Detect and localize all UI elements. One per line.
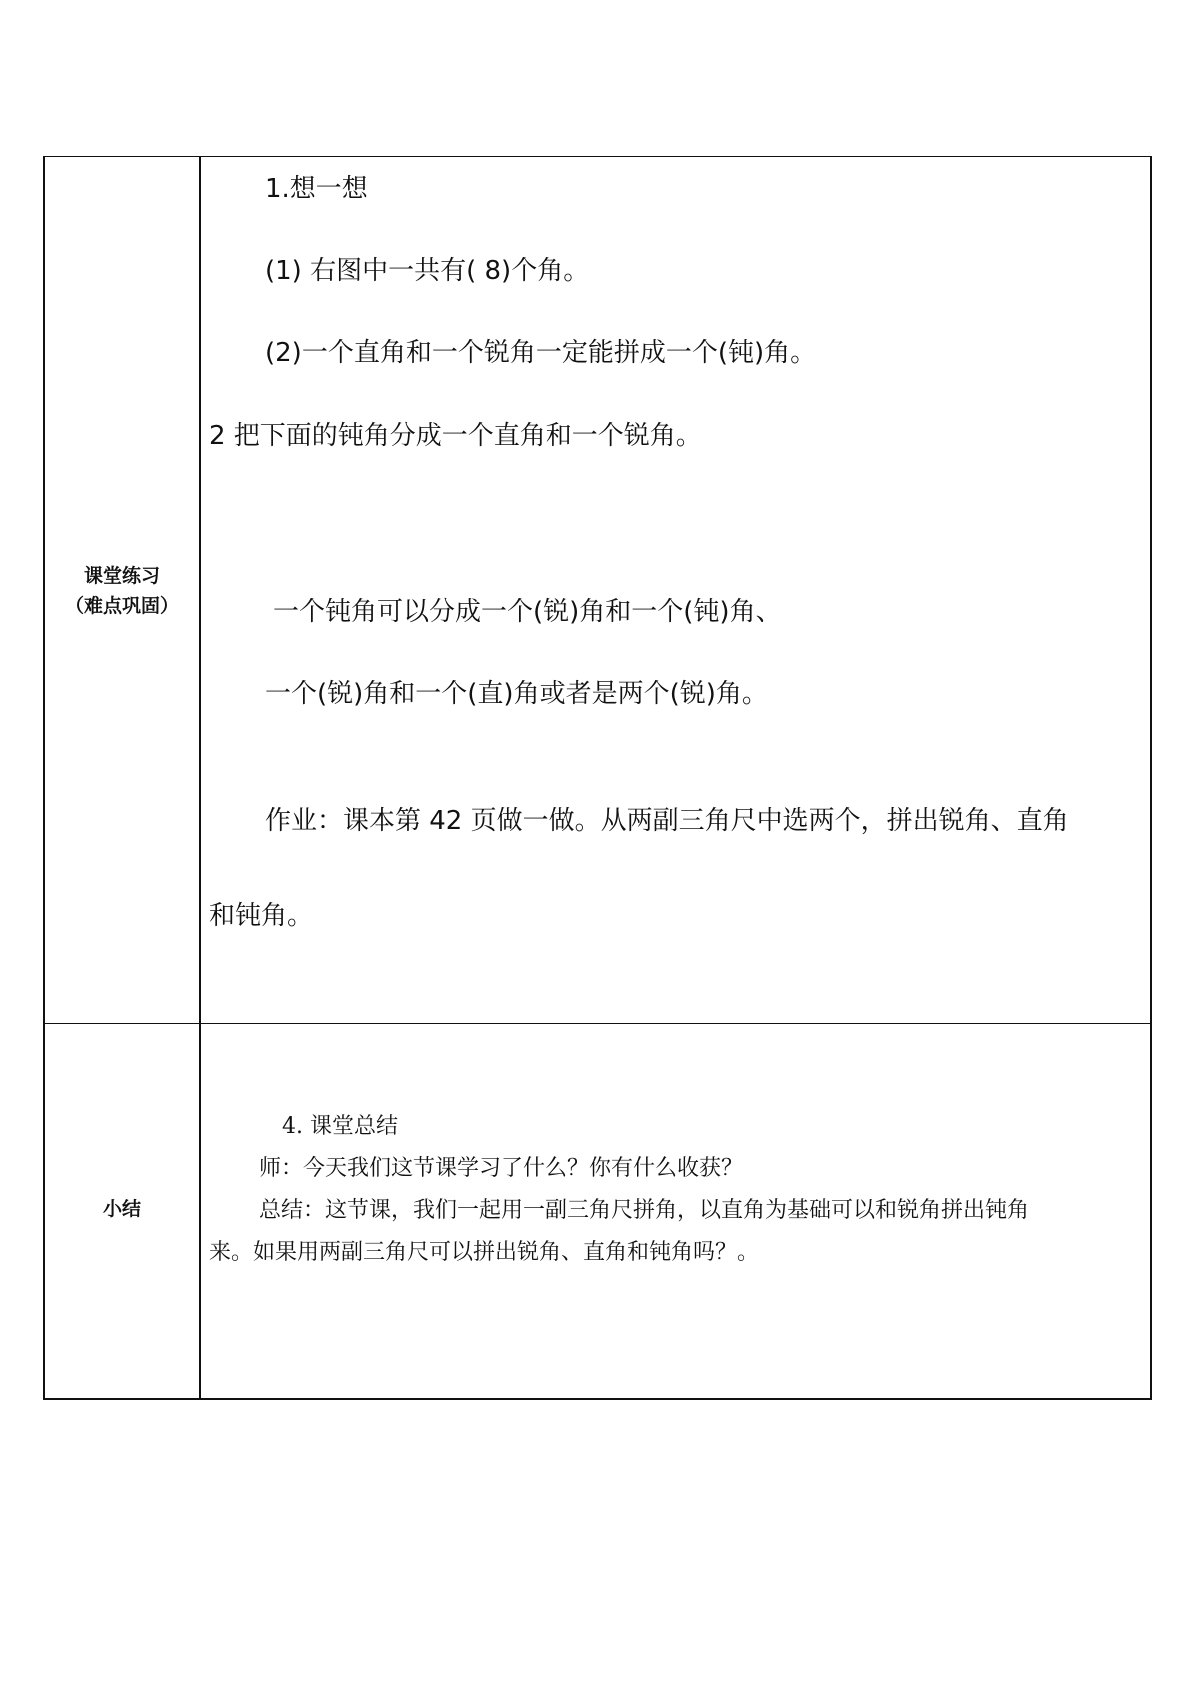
practice-line-q2: (2)一个直角和一个锐角一定能拼成一个(钝)角。: [265, 338, 817, 368]
summary-conclusion-line1: 总结：这节课，我们一起用一副三角尺拼角，以直角为基础可以和锐角拼出钝角: [259, 1198, 1030, 1223]
practice-line-answer1: 一个钝角可以分成一个(锐)角和一个(钝)角、: [273, 597, 782, 627]
practice-line-answer2: 一个(锐)角和一个(直)角或者是两个(锐)角。: [265, 679, 768, 709]
practice-line-q1: (1) 右图中一共有( 8)个角。: [265, 256, 590, 286]
row-label-summary: 小结: [102, 1198, 141, 1220]
row-divider: [45, 1023, 1150, 1024]
summary-heading: 4. 课堂总结: [282, 1114, 398, 1139]
practice-line-task2: 2 把下面的钝角分成一个直角和一个锐角。: [209, 421, 702, 451]
column-divider: [199, 157, 201, 1398]
summary-teacher-line: 师：今天我们这节课学习了什么？你有什么收获？: [259, 1156, 744, 1181]
row-label-practice-line2: （难点巩固）: [64, 595, 179, 617]
practice-line-think: 1.想一想: [265, 174, 368, 204]
row-label-practice-line1: 课堂练习: [83, 565, 160, 587]
homework-line1: 作业：课本第 42 页做一做。从两副三角尺中选两个，拼出锐角、直角: [265, 806, 1069, 836]
summary-conclusion-line2: 来。如果用两副三角尺可以拼出锐角、直角和钝角吗？。: [209, 1240, 760, 1265]
homework-line2: 和钝角。: [209, 901, 314, 931]
row-label-practice: [45, 561, 199, 621]
